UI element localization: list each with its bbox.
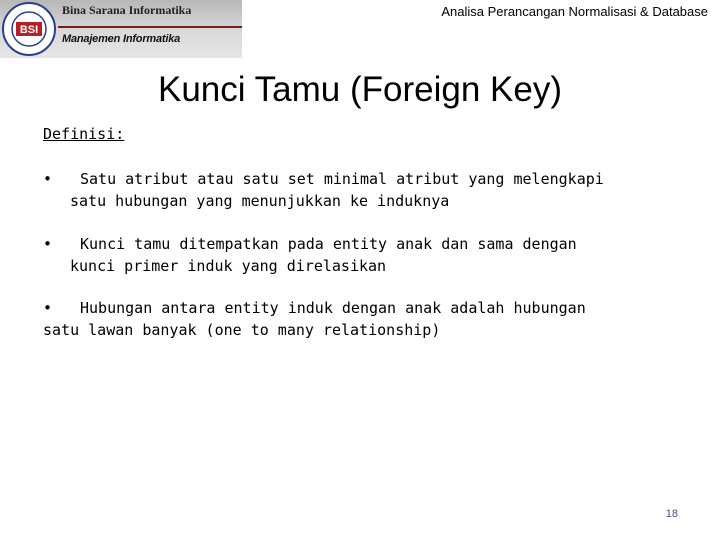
bullet-text-line1: Hubungan antara entity induk dengan anak adalah hubungan: [80, 299, 586, 317]
bullet-text-line2: satu hubungan yang menunjukkan ke induknya: [70, 192, 450, 210]
bullet-text-line1: Satu atribut atau satu set minimal atribut yang melengkapi: [80, 170, 604, 188]
course-title: Analisa Perancangan Normalisasi & Database: [441, 4, 708, 19]
bullet-text-line1: Kunci tamu ditempatkan pada entity anak dan sama dengan: [80, 235, 577, 253]
brand-program: Manajemen Informatika: [62, 33, 181, 45]
bullet-text-line2: satu lawan banyak (one to many relationship): [43, 321, 441, 339]
page-number: 18: [665, 508, 678, 520]
brand-name: Bina Sarana Informatika: [62, 3, 192, 17]
section-label: Definisi:: [43, 125, 125, 143]
bullet-dot: •: [43, 299, 53, 317]
header-logo: [0, 0, 242, 58]
bsi-seal-icon: [2, 2, 56, 56]
brand-divider: [58, 26, 242, 28]
bullet-dot: •: [43, 170, 53, 188]
bullet-text-line2: kunci primer induk yang direlasikan: [70, 257, 387, 275]
seal-text: BSI: [19, 24, 39, 36]
bullet-dot: •: [43, 235, 53, 253]
slide-title: Kunci Tamu (Foreign Key): [158, 70, 562, 109]
